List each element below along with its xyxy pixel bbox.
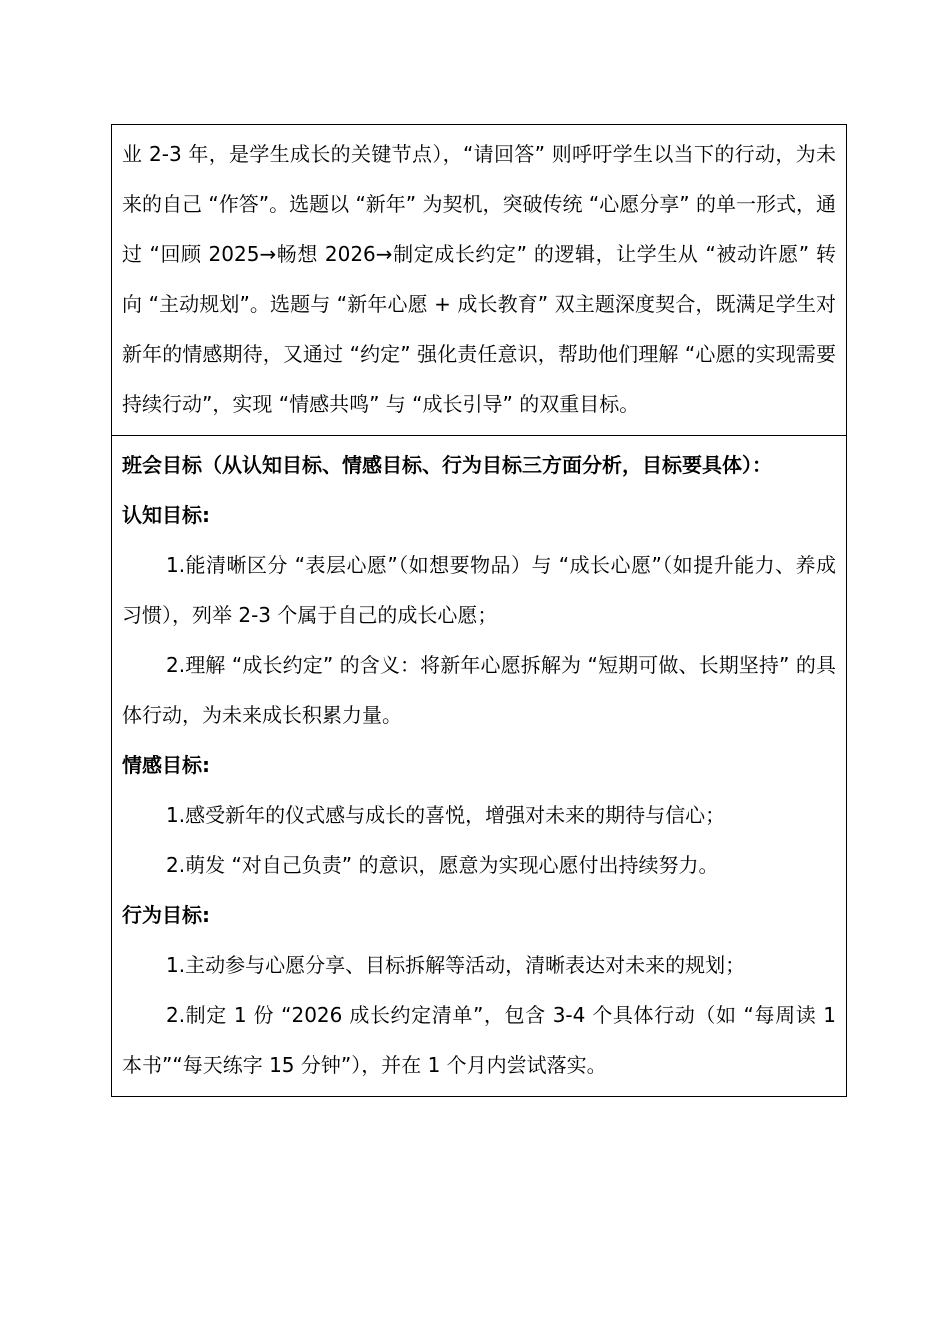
cognitive-goals-title: 认知目标:	[122, 503, 210, 527]
document-table	[111, 124, 847, 1097]
emotional-goal-item: 2.萌发 “对自己负责” 的意识，愿意为实现心愿付出持续努力。	[166, 853, 719, 877]
emotional-goals-title: 情感目标:	[122, 753, 210, 777]
behavioral-goals-title: 行为目标:	[122, 903, 210, 927]
cognitive-goal-item: 1.能清晰区分 “表层心愿”（如想要物品）与 “成长心愿”（如提升能力、养成习惯），列举 2-3 个属于自己的成长心愿；	[122, 553, 836, 627]
behavioral-goal-item: 2.制定 1 份 “2026 成长约定清单”，包含 3-4 个具体行动（如 “每周读 1 本书”“每天练字 15 分钟”），并在 1 个月内尝试落实。	[122, 1003, 836, 1077]
topic-rationale-paragraph: 业 2-3 年，是学生成长的关键节点），“请回答” 则呼吁学生以当下的行动，为未来的自己 “作答”。选题以 “新年” 为契机，突破传统 “心愿分享” 的单一形式，通过 “回顾 2025→畅想 2026→制定成长约定” 的逻辑，让学生从 “被动许愿” 转向 “主动规划”。选题与 “新年心愿 + 成长教育” 双主题深度契合，既满足学生对新年的情感期待，又通过 “约定” 强化责任意识，帮助他们理解 “心愿的实现需要持续行动”，实现 “情感共鸣” 与 “成长引导” 的双重目标。	[122, 142, 836, 416]
emotional-goal-item: 1.感受新年的仪式感与成长的喜悦，增强对未来的期待与信心；	[166, 803, 726, 827]
topic-rationale-cell	[112, 125, 846, 435]
goals-heading: 班会目标（从认知目标、情感目标、行为目标三方面分析，目标要具体）：	[122, 453, 772, 477]
cognitive-goal-item: 2.理解 “成长约定” 的含义：将新年心愿拆解为 “短期可做、长期坚持” 的具体行动，为未来成长积累力量。	[122, 653, 836, 727]
class-meeting-goals-cell	[112, 435, 846, 1096]
behavioral-goal-item: 1.主动参与心愿分享、目标拆解等活动，清晰表达对未来的规划；	[166, 953, 746, 977]
